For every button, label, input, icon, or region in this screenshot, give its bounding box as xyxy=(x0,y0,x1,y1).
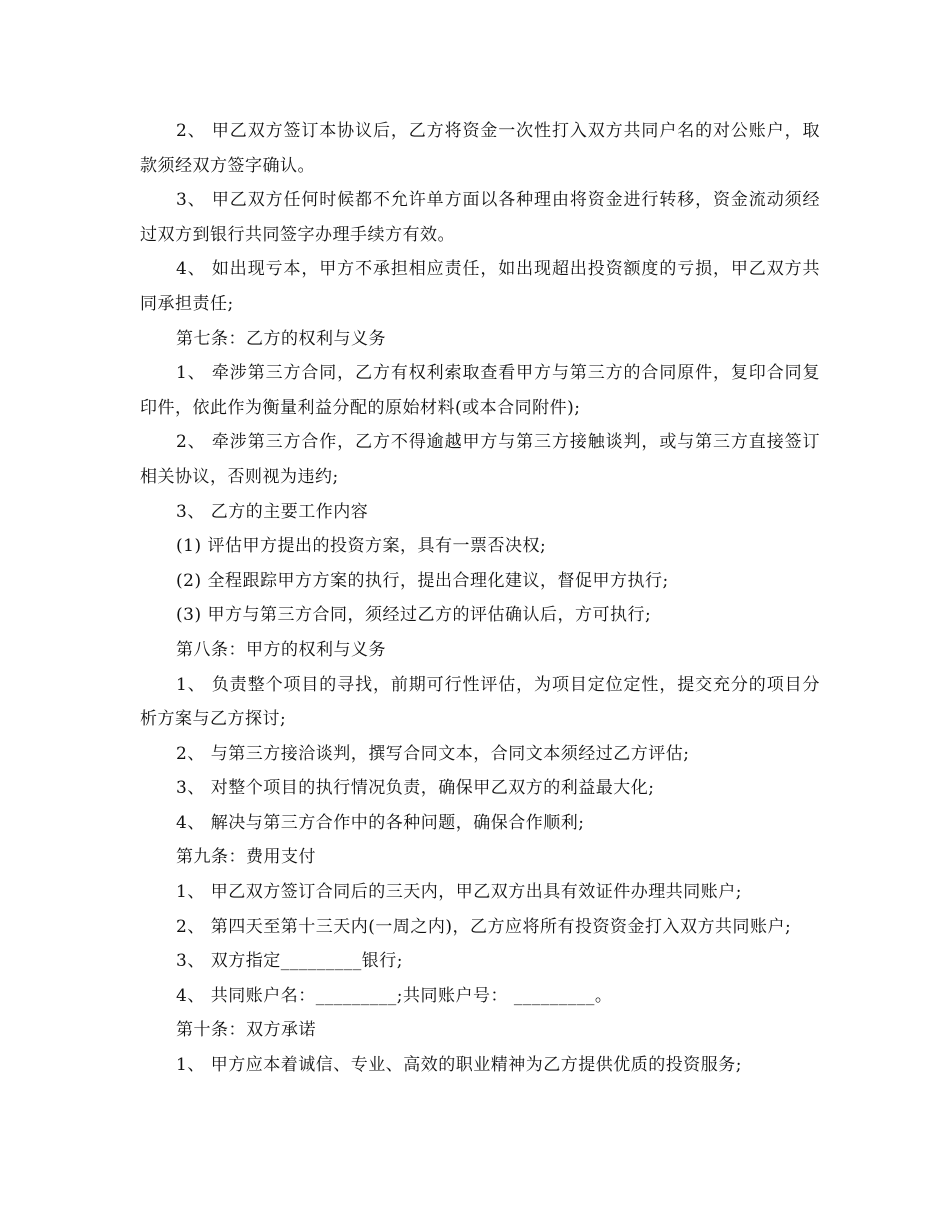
clause-8-item-3: 3、 对整个项目的执行情况负责，确保甲乙双方的利益最大化; xyxy=(176,778,655,799)
clause-9-item-3: 3、 双方指定_________银行; xyxy=(176,951,403,972)
document-body xyxy=(140,114,820,1083)
clause-7-subitem-2: (2) 全程跟踪甲方方案的执行，提出合理化建议，督促甲方执行; xyxy=(176,570,669,591)
clause-6-item-2: 2、 甲乙双方签订本协议后，乙方将资金一次性打入双方共同户名的对公账户，取款须经双方签字确认。 xyxy=(140,121,820,176)
clause-10-item-1: 1、 甲方应本着诚信、专业、高效的职业精神为乙方提供优质的投资服务; xyxy=(176,1055,742,1076)
clause-9-item-2: 2、 第四天至第十三天内(一周之内)，乙方应将所有投资资金打入双方共同账户; xyxy=(176,916,792,937)
clause-7-subitem-3: (3) 甲方与第三方合同，须经过乙方的评估确认后，方可执行; xyxy=(176,605,652,626)
clause-9-item-4: 4、 共同账户名：_________;共同账户号： _________。 xyxy=(176,985,613,1006)
clause-7-item-2: 2、 牵涉第三方合作，乙方不得逾越甲方与第三方接触谈判，或与第三方直接签订相关协议，否则视为违约; xyxy=(140,432,820,487)
clause-10-heading: 第十条：双方承诺 xyxy=(176,1020,316,1041)
clause-7-item-3: 3、 乙方的主要工作内容 xyxy=(176,501,369,522)
clause-9-heading: 第九条：费用支付 xyxy=(176,847,316,868)
clause-8-item-2: 2、 与第三方接洽谈判，撰写合同文本，合同文本须经过乙方评估; xyxy=(176,743,690,764)
clause-9-item-1: 1、 甲乙双方签订合同后的三天内，甲乙双方出具有效证件办理共同账户; xyxy=(176,882,742,903)
clause-6-item-4: 4、 如出现亏本，甲方不承担相应责任，如出现超出投资额度的亏损，甲乙双方共同承担责任; xyxy=(140,259,820,314)
clause-7-subitem-1: (1) 评估甲方提出的投资方案，具有一票否决权; xyxy=(176,536,547,557)
clause-8-heading: 第八条：甲方的权利与义务 xyxy=(176,639,386,660)
clause-6-item-3: 3、 甲乙双方任何时候都不允许单方面以各种理由将资金进行转移，资金流动须经过双方到银行共同签字办理手续方有效。 xyxy=(140,190,820,245)
clause-7-heading: 第七条：乙方的权利与义务 xyxy=(176,328,386,349)
clause-8-item-1: 1、 负责整个项目的寻找，前期可行性评估，为项目定位定性，提交充分的项目分析方案与乙方探讨; xyxy=(140,674,820,730)
clause-8-item-4: 4、 解决与第三方合作中的各种问题，确保合作顺利; xyxy=(176,812,585,833)
clause-7-item-1: 1、 牵涉第三方合同，乙方有权利索取查看甲方与第三方的合同原件，复印合同复印件，依此作为衡量利益分配的原始材料(或本合同附件); xyxy=(140,363,820,418)
